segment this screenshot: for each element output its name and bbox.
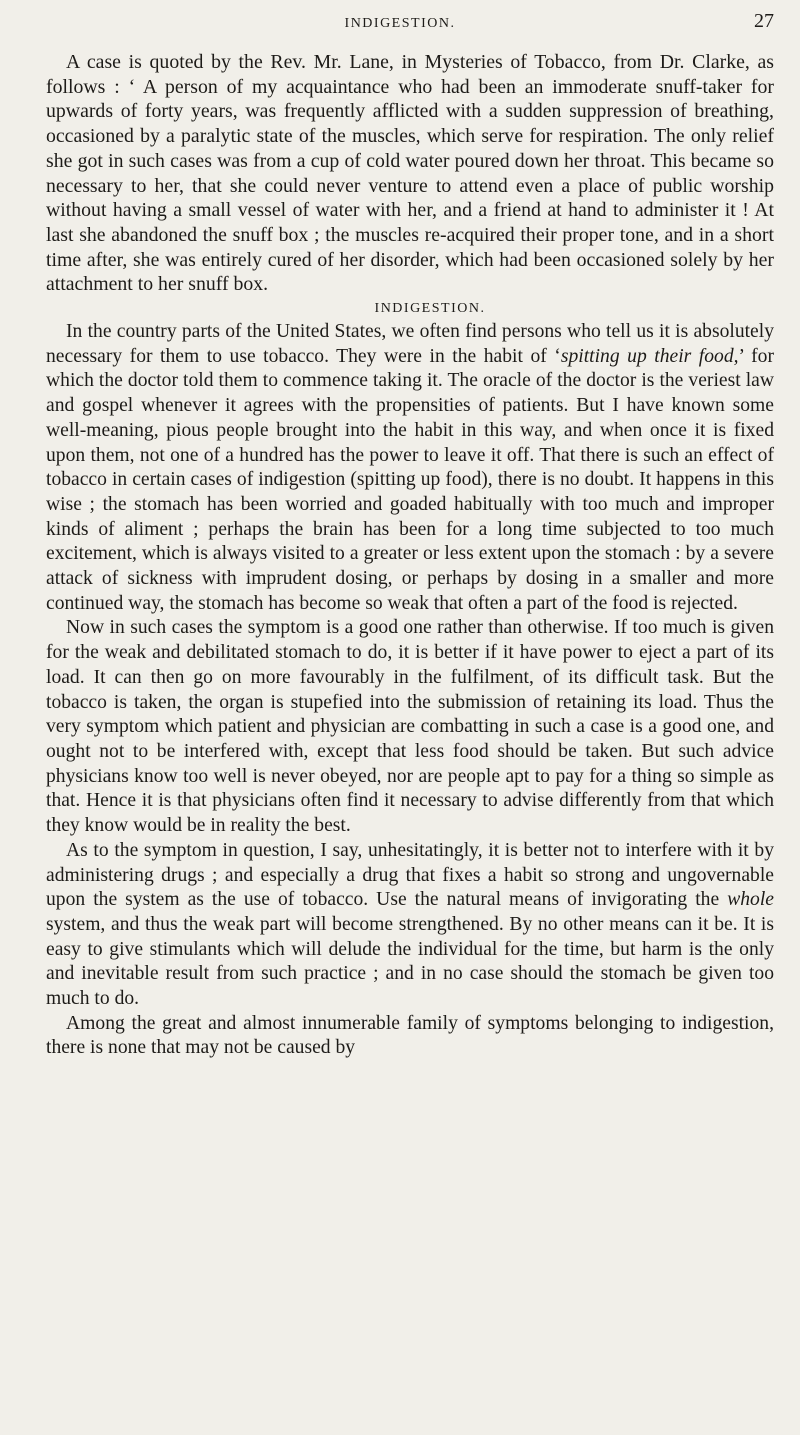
page-number: 27 — [754, 10, 774, 32]
italic-word: whole — [727, 889, 774, 911]
paragraph-tobacco-case: A case is quoted by the Rev. Mr. Lane, in Mysteries of Tobacco, from Dr. Clarke, as follows : ‘ A person of my acquaintance who had been an immoderate snuff-taker for upwards of forty years, was frequently afflicted with a sudden suppression of breathing, occasioned by a paralytic state of the muscles, which serve for respiration. The only relief she got in such cases was from a cup of cold water poured down her throat. This became so necessary to her, that she could never venture to attend even a place of public worship without having a small vessel of water with her, and a friend at hand to administer it ! At last she abandoned the snuff box ; the muscles re-acquired their proper tone, and in a short time after, she was entirely cured of her disorder, which had been occasioned solely by her attachment to her snuff box. — [46, 51, 774, 296]
running-head — [0, 10, 800, 36]
paragraph-country-parts — [46, 320, 774, 616]
text-span: ’ for which the doctor told them to commence taking it. The oracle of the doctor is the veriest law and gospel whenever it agrees with the propensities of patients. But I have known some well-meaning, pious people brought into the habit in this way, and when once it is fixed upon them, not one of a hundred has the power to leave it off. That there is such an effect of tobacco in certain cases of indigestion (spitting up food), there is no doubt. It happens in this wise ; the stomach has been worried and goaded habitually with too much and improper kinds of aliment ; perhaps the brain has been for a long time subjected to too much excitement, which is always visited to a greater or less extent upon the stomach : by a severe attack of sickness with imprudent dosing, or perhaps by dosing in a smaller and more continued way, the stomach has become so weak that often a part of the food is rejected. — [46, 345, 774, 614]
paragraph-family-of-symptoms: Among the great and almost innumerable family of symptoms belonging to indigestion, there is none that may not be caused by — [46, 1012, 774, 1059]
text-span: As to the symptom in question, I say, unhesitatingly, it is better not to interfere with it by administering drugs ; and especially a drug that fixes a habit so strong and ungovernable upon the system as the use of tobacco. Use the natural means of invigorating the — [46, 839, 774, 911]
section-heading: INDIGESTION. — [374, 301, 486, 317]
italic-phrase: spitting up their food, — [560, 345, 739, 367]
paragraph-natural-means — [46, 839, 774, 1012]
running-title: INDIGESTION. — [344, 16, 456, 31]
text-span: In the country parts of the United States, we often find persons who tell us it is absolutely necessary for them to use tobacco. They were in the habit of ‘ — [46, 321, 774, 367]
text-span: system, and thus the weak part will become strengthened. By no other means can it be. It is easy to give stimulants which will delude the individual for the time, but harm is the only and inevitable result from such practice ; and in no case should the stomach be given too much to do. — [46, 913, 774, 1010]
body-text — [46, 50, 774, 1061]
paragraph-symptom-good: Now in such cases the symptom is a good one rather than otherwise. If too much is given for the weak and debilitated stomach to do, it is better if it have power to eject a part of its load. It can then go on more favourably in the fulfilment, of its difficult task. But the tobacco is taken, the organ is stupefied into the submission of retaining its load. Thus the very symptom which patient and physician are combatting in such a case is a good one, and ought not to be interfered with, except that less food should be taken. But such advice physicians know too well is never obeyed, nor are people apt to pay for a thing so simple as that. Hence it is that physicians often find it necessary to advise differently from that which they know would be in reality the best. — [46, 617, 774, 837]
